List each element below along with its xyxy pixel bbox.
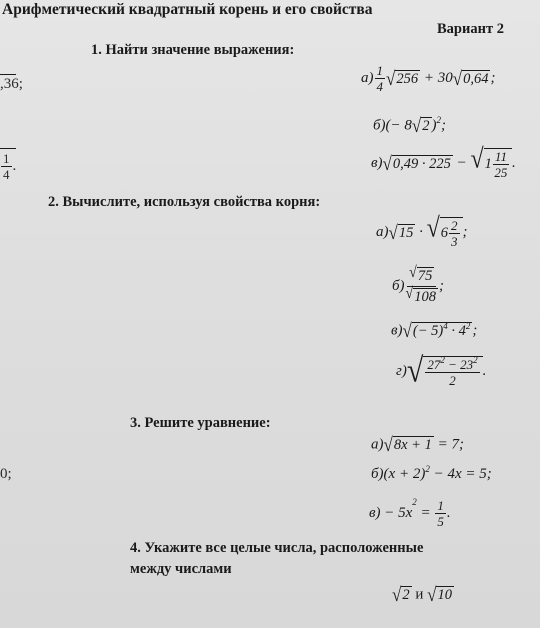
left-edge-overline <box>0 74 16 75</box>
fraction: $\frac{2}{3}$ <box>451 218 458 249</box>
task-2d-expression: г) √ $\frac{27^2 - 23^2}{2}$ . <box>396 351 487 390</box>
sqrt: √ 8x + 1 <box>383 433 432 456</box>
sqrt: √ 2 <box>392 583 410 606</box>
sqrt: √ 0,49 · 225 <box>382 152 451 174</box>
sqrt: √ (− $5)^4 \cdot 4^2$ <box>402 319 471 342</box>
fraction: $\frac{27^2 - 23^2}{2}$ <box>427 355 478 388</box>
left-edge-fragment-1: ,36; <box>0 76 23 92</box>
task-1c-expression: в) √ 0,49 · 225 − √ 1 $\frac{11}{25}$ . <box>371 144 516 180</box>
sqrt: √ 256 <box>386 67 419 89</box>
task-2c-expression: в) √ (− $5)^4 \cdot 4^2$ ; <box>391 319 478 342</box>
task-4-heading-line-2: между числами <box>130 561 232 577</box>
sqrt: √ $\frac{27^2 - 23^2}{2}$ <box>407 356 483 387</box>
variant-label: Вариант 2 <box>437 21 504 37</box>
task-1b-expression: б)(− 8 √ 2 )$^2$; <box>373 114 447 137</box>
left-edge-fragment-2: $\frac{1}{4}$ . <box>3 151 17 182</box>
left-edge-fragment-3: 0; <box>0 466 12 482</box>
left-edge-fraction: $\frac{1}{4}$ <box>3 151 10 182</box>
task-2b-expression: б) √ 75 √ 108 ; <box>392 264 444 305</box>
sqrt: √ 15 <box>388 221 414 243</box>
task-3a-equation: а) √ 8x + 1 = 7; <box>371 433 464 456</box>
task-4-numbers: √ 2 и √ 10 <box>392 583 452 606</box>
task-2-heading: 2. Вычислите, используя свойства корня: <box>48 194 321 210</box>
sqrt: √ 10 <box>427 583 452 606</box>
sqrt: √ 1 $\frac{11}{25}$ <box>470 148 511 179</box>
fraction: √ 75 √ 108 <box>405 264 436 305</box>
fraction: $\frac{1}{4}$ <box>376 63 383 94</box>
task-4-heading: 4. Укажите все целые числа, расположенные <box>130 540 424 556</box>
task-3b-equation: $б)(x + 2)^2 - 4x = 5$; <box>371 464 492 482</box>
fraction: $\frac{1}{5}$ <box>437 498 444 529</box>
task-3c-equation: $в) - 5x^2$ = $\frac{1}{5}$ . <box>369 497 451 529</box>
sqrt: √ 0,64 <box>452 67 489 89</box>
task-1a-expression: а) $\frac{1}{4}$ √ 256 + 30 √ 0,64 ; <box>361 63 496 94</box>
task-3-heading: 3. Решите уравнение: <box>130 415 271 431</box>
left-edge-overline-2 <box>0 148 16 149</box>
task-2a-expression: а) √ 15 · √ 6 $\frac{2}{3}$ ; <box>376 213 468 249</box>
sqrt: √ 6 $\frac{2}{3}$ <box>427 217 463 248</box>
sqrt: √ 2 <box>411 114 430 137</box>
worksheet-title: Арифметический квадратный корень и его свойства <box>2 1 373 18</box>
fraction: $\frac{11}{25}$ <box>494 149 508 180</box>
task-1-heading: 1. Найти значение выражения: <box>91 42 295 58</box>
